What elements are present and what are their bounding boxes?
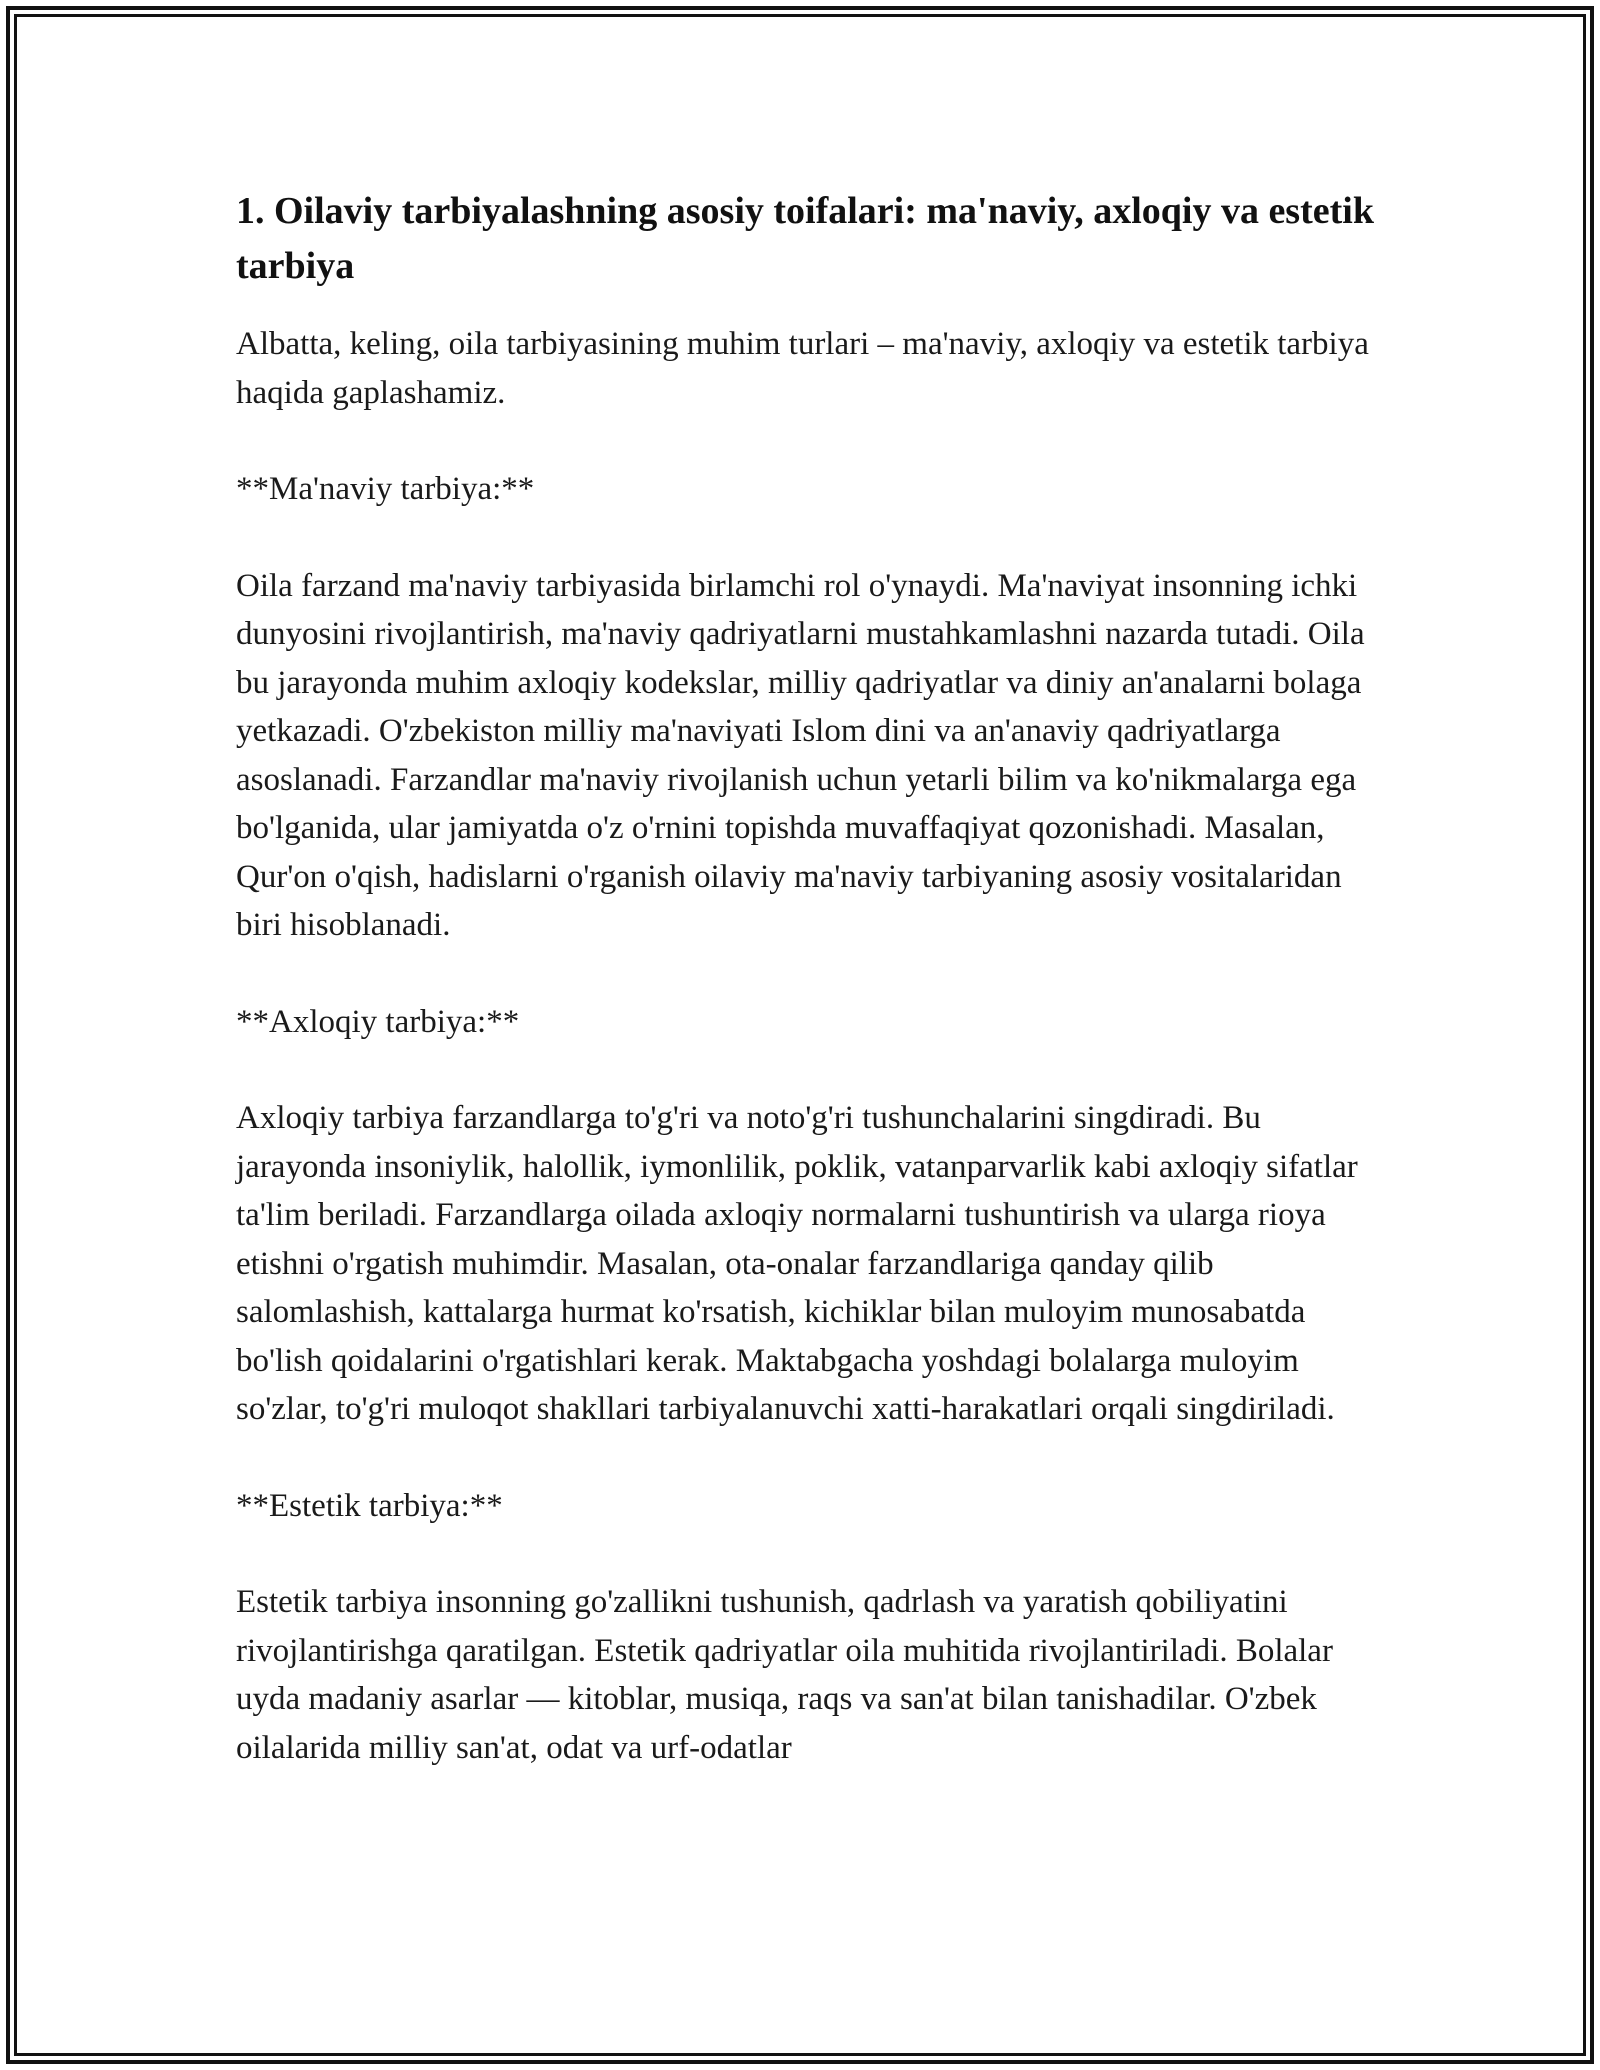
section-heading-axloqiy: **Axloqiy tarbiya:**	[236, 1003, 520, 1040]
intro-paragraph: Albatta, keling, oila tarbiyasining muhim turlari – ma'naviy, axloqiy va estetik tarbiya haqida gaplashamiz.	[236, 326, 1369, 411]
section-heading-estetik: **Estetik tarbiya:**	[236, 1487, 503, 1524]
section-body-estetik: Estetik tarbiya insonning go'zallikni tushunish, qadrlash va yaratish qobiliyatini rivojlantirishga qaratilgan. Estetik qadriyatlar oila muhitida rivojlantiriladi. Bolalar uyda madaniy asarlar — kitoblar, musiqa, raqs va san'at bilan tanishadilar. O'zbek oilalarida milliy san'at, odat va urf-odatlar	[236, 1584, 1333, 1766]
section-body-manaviy: Oila farzand ma'naviy tarbiyasida birlamchi rol o'ynaydi. Ma'naviyat insonning ichki dunyosini rivojlantirish, ma'naviy qadriyatlarni mustahkamlashni nazarda tutadi. Oila bu jarayonda muhim axloqiy kodekslar, milliy qadriyatlar va diniy an'analarni bolaga yetkazadi. O'zbekiston milliy ma'naviyati Islom dini va an'anaviy qadriyatlarga asoslanadi. Farzandlar ma'naviy rivojlanish uchun yetarli bilim va ko'nikmalarga ega bo'lganida, ular jamiyatda o'z o'rnini topishda muvaffaqiyat qozonishadi. Masalan, Qur'on o'qish, hadislarni o'rganish oilaviy ma'naviy tarbiyaning asosiy vositalaridan biri hisoblanadi.	[236, 567, 1365, 943]
document-body	[236, 184, 1386, 1772]
section-body-axloqiy: Axloqiy tarbiya farzandlarga to'g'ri va noto'g'ri tushunchalarini singdiradi. Bu jarayonda insoniylik, halollik, iymonlilik, poklik, vatanparvarlik kabi axloqiy sifatlar ta'lim beriladi. Farzandlarga oilada axloqiy normalarni tushuntirish va ularga rioya etishni o'rgatish muhimdir. Masalan, ota-onalar farzandlariga qanday qilib salomlashish, kattalarga hurmat ko'rsatish, kichiklar bilan muloyim munosabatda bo'lish qoidalarini o'rgatishlari kerak. Maktabgacha yoshdagi bolalarga muloyim so'zlar, to'g'ri muloqot shakllari tarbiyalanuvchi xatti-harakatlari orqali singdiriladi.	[236, 1100, 1358, 1427]
document-title: 1. Oilaviy tarbiyalashning asosiy toifalari: ma'naviy, axloqiy va estetik tarbiya	[236, 190, 1374, 287]
section-heading-manaviy: **Ma'naviy tarbiya:**	[236, 471, 535, 507]
